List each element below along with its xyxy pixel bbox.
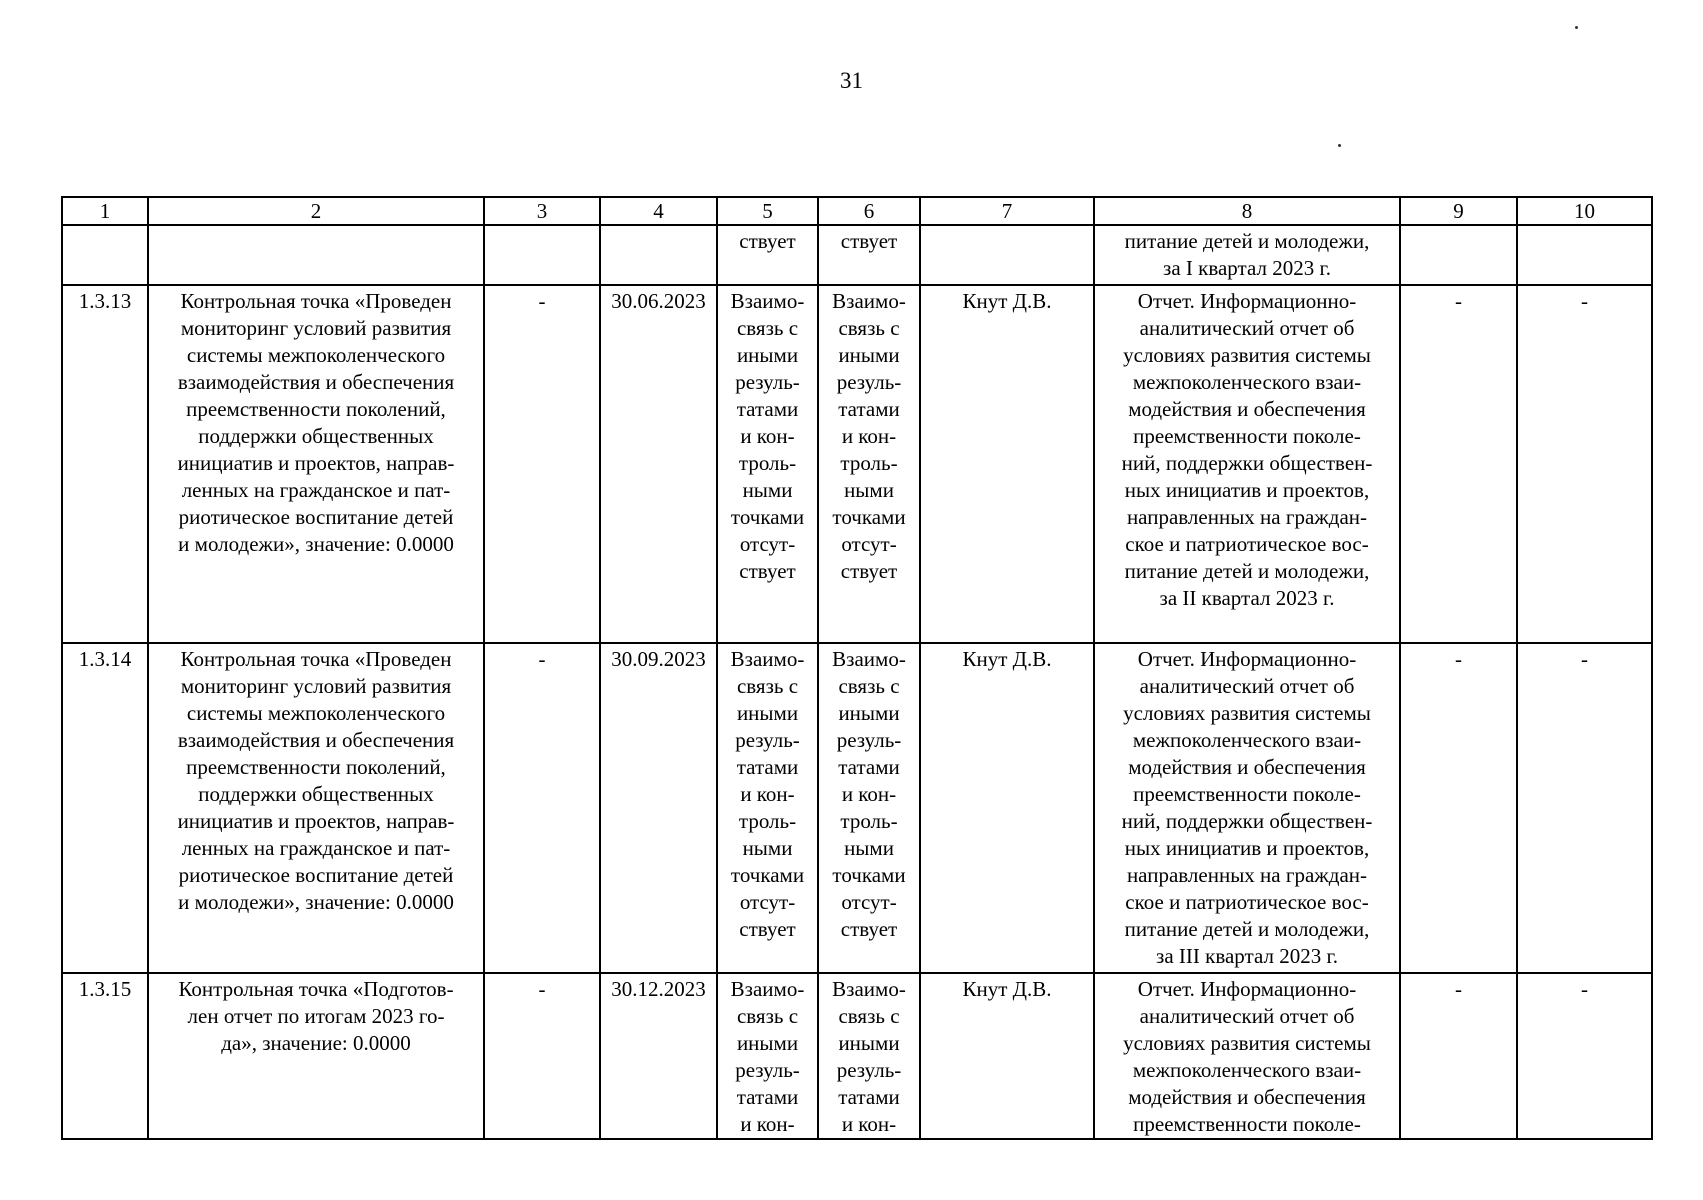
column-header: 9: [1400, 197, 1517, 225]
text-line: троль-: [738, 451, 797, 475]
text-line: да», значение: 0.0000: [221, 1031, 411, 1055]
plan-table: [61, 196, 1653, 1140]
text-line: риотическое воспитание детей: [178, 505, 454, 529]
text-line: отсут-: [739, 890, 796, 914]
deadline-date: 30.09.2023: [600, 643, 717, 973]
text-line: ствует: [840, 229, 898, 253]
text-line: точками: [832, 863, 906, 887]
relation-with-points: [818, 643, 920, 973]
column-header: 6: [818, 197, 920, 225]
cell-relation-results: [717, 225, 818, 285]
text-line: и молодежи», значение: 0.0000: [178, 890, 454, 914]
text-line: и кон-: [841, 424, 897, 448]
deadline-date: 30.12.2023: [600, 973, 717, 1139]
text-line: резуль-: [735, 1058, 800, 1082]
cell-date: [600, 225, 717, 285]
text-line: ствует: [739, 229, 796, 253]
text-line: резуль-: [836, 728, 902, 752]
text-line: мониторинг условий развития: [180, 316, 452, 340]
control-point-description: [148, 285, 484, 643]
text-line: аналитический отчет об: [1139, 1004, 1355, 1028]
page-number: 31: [840, 68, 863, 93]
cell-col3: -: [484, 973, 600, 1139]
text-line: ствует: [840, 917, 898, 941]
continuation-row: [62, 225, 1652, 285]
cell-name: [148, 225, 484, 285]
cell-col10: [1517, 225, 1652, 285]
text-line: ское и патриотическое вос-: [1125, 532, 1369, 556]
text-line: Контрольная точка «Проведен: [180, 289, 452, 313]
text-line: инициатив и проектов, направ-: [177, 451, 455, 475]
text-line: условиях развития системы: [1123, 343, 1371, 367]
responsible-person: Кнут Д.В.: [920, 643, 1094, 973]
text-line: связь с: [736, 1004, 799, 1028]
text-line: преемственности поколе-: [1133, 1112, 1361, 1136]
text-line: ствует: [739, 917, 796, 941]
text-line: троль-: [738, 809, 797, 833]
relation-with-results: [717, 973, 818, 1139]
column-header: 4: [600, 197, 717, 225]
responsible-person: Кнут Д.В.: [920, 973, 1094, 1139]
text-line: аналитический отчет об: [1139, 316, 1355, 340]
text-line: татами: [838, 1085, 900, 1109]
text-line: инициатив и проектов, направ-: [177, 809, 455, 833]
text-line: и кон-: [740, 1112, 795, 1136]
text-line: связь с: [838, 316, 900, 340]
text-line: за II квартал 2023 г.: [1159, 586, 1335, 610]
text-line: связь с: [838, 674, 900, 698]
column-header: 1: [62, 197, 148, 225]
text-line: Взаимо-: [730, 977, 805, 1001]
control-point-description: [148, 643, 484, 973]
text-line: питание детей и молодежи,: [1124, 559, 1370, 583]
column-header: 7: [920, 197, 1094, 225]
text-line: иными: [838, 1031, 900, 1055]
text-line: и кон-: [841, 1112, 897, 1136]
text-line: и кон-: [740, 782, 795, 806]
text-line: иными: [838, 701, 900, 725]
text-line: модействия и обеспечения: [1128, 1085, 1366, 1109]
text-line: Отчет. Информационно-: [1137, 647, 1357, 671]
cell-number: [62, 225, 148, 285]
text-line: поддержки общественных: [198, 424, 434, 448]
column-header: 10: [1517, 197, 1652, 225]
text-line: взаимодействия и обеспечения: [177, 728, 455, 752]
text-line: иными: [736, 1031, 799, 1055]
text-line: ными: [844, 836, 894, 860]
control-point-description: [148, 973, 484, 1139]
row-number: 1.3.13: [62, 285, 148, 643]
text-line: ленных на гражданское и пат-: [181, 478, 451, 502]
column-number-row: [62, 197, 1652, 225]
text-line: ствует: [739, 559, 796, 583]
text-line: преемственности поколе-: [1133, 782, 1361, 806]
table-row: [62, 973, 1652, 1139]
text-line: троль-: [840, 451, 898, 475]
text-line: Отчет. Информационно-: [1137, 977, 1357, 1001]
text-line: поддержки общественных: [198, 782, 434, 806]
scan-speck: [1338, 144, 1341, 147]
text-line: модействия и обеспечения: [1128, 755, 1366, 779]
cell-col10: -: [1517, 643, 1652, 973]
text-line: точками: [730, 863, 805, 887]
cell-col9: -: [1400, 285, 1517, 643]
text-line: и кон-: [841, 782, 897, 806]
deadline-date: 30.06.2023: [600, 285, 717, 643]
text-line: системы межпоколенческого: [186, 343, 446, 367]
text-line: ных инициатив и проектов,: [1124, 478, 1370, 502]
text-line: за III квартал 2023 г.: [1156, 944, 1338, 968]
text-line: точками: [832, 505, 906, 529]
cell-col3: -: [484, 643, 600, 973]
text-line: и кон-: [740, 424, 795, 448]
text-line: межпоколенческого взаи-: [1132, 370, 1362, 394]
text-line: ний, поддержки обществен-: [1121, 451, 1373, 475]
cell-col9: -: [1400, 973, 1517, 1139]
result-description: [1094, 643, 1400, 973]
scan-speck: [1575, 26, 1578, 29]
cell-responsible: [920, 225, 1094, 285]
text-line: резуль-: [735, 728, 800, 752]
text-line: связь с: [838, 1004, 900, 1028]
cell-result: [1094, 225, 1400, 285]
table-row: [62, 285, 1652, 643]
text-line: иными: [838, 343, 900, 367]
cell-col9: [1400, 225, 1517, 285]
responsible-person: Кнут Д.В.: [920, 285, 1094, 643]
text-line: ленных на гражданское и пат-: [181, 836, 451, 860]
text-line: связь с: [736, 674, 799, 698]
text-line: модействия и обеспечения: [1128, 397, 1366, 421]
text-line: направленных на граждан-: [1126, 505, 1368, 529]
text-line: татами: [838, 755, 900, 779]
text-line: резуль-: [836, 370, 902, 394]
text-line: Отчет. Информационно-: [1137, 289, 1357, 313]
column-header: 3: [484, 197, 600, 225]
row-number: 1.3.14: [62, 643, 148, 973]
text-line: резуль-: [735, 370, 800, 394]
text-line: лен отчет по итогам 2023 го-: [187, 1004, 445, 1028]
text-line: троль-: [840, 809, 898, 833]
column-header: 5: [717, 197, 818, 225]
text-line: направленных на граждан-: [1126, 863, 1368, 887]
text-line: межпоколенческого взаи-: [1132, 1058, 1362, 1082]
cell-col9: -: [1400, 643, 1517, 973]
text-line: за I квартал 2023 г.: [1163, 256, 1331, 280]
text-line: Взаимо-: [832, 977, 906, 1001]
column-header: 8: [1094, 197, 1400, 225]
text-line: Контрольная точка «Проведен: [180, 647, 452, 671]
result-description: [1094, 285, 1400, 643]
cell-relation-points: [818, 225, 920, 285]
relation-with-results: [717, 285, 818, 643]
relation-with-points: [818, 973, 920, 1139]
text-line: отсут-: [739, 532, 796, 556]
text-line: иными: [736, 701, 799, 725]
cell-col3: [484, 225, 600, 285]
row-number: 1.3.15: [62, 973, 148, 1139]
relation-with-points: [818, 285, 920, 643]
text-line: ское и патриотическое вос-: [1125, 890, 1369, 914]
text-line: Взаимо-: [832, 647, 906, 671]
text-line: Взаимо-: [730, 647, 805, 671]
text-line: татами: [838, 397, 900, 421]
text-line: Взаимо-: [730, 289, 805, 313]
text-line: татами: [736, 755, 799, 779]
text-line: отсут-: [841, 532, 897, 556]
text-line: Взаимо-: [832, 289, 906, 313]
text-line: ными: [742, 836, 793, 860]
text-line: ными: [742, 478, 793, 502]
cell-col10: -: [1517, 973, 1652, 1139]
text-line: преемственности поколений,: [186, 397, 446, 421]
text-line: связь с: [736, 316, 799, 340]
text-line: условиях развития системы: [1123, 701, 1371, 725]
text-line: условиях развития системы: [1123, 1031, 1371, 1055]
result-description: [1094, 973, 1400, 1139]
text-line: питание детей и молодежи,: [1124, 917, 1370, 941]
text-line: точками: [730, 505, 805, 529]
text-line: аналитический отчет об: [1139, 674, 1355, 698]
text-line: ными: [844, 478, 894, 502]
text-line: Контрольная точка «Подготов-: [178, 977, 454, 1001]
table-row: [62, 643, 1652, 973]
cell-col3: -: [484, 285, 600, 643]
text-line: системы межпоколенческого: [186, 701, 446, 725]
text-line: ствует: [840, 559, 898, 583]
text-line: и молодежи», значение: 0.0000: [178, 532, 454, 556]
text-line: питание детей и молодежи,: [1124, 229, 1370, 253]
text-line: межпоколенческого взаи-: [1132, 728, 1362, 752]
text-line: взаимодействия и обеспечения: [177, 370, 455, 394]
cell-col10: -: [1517, 285, 1652, 643]
text-line: преемственности поколений,: [186, 755, 446, 779]
text-line: татами: [736, 397, 799, 421]
relation-with-results: [717, 643, 818, 973]
text-line: преемственности поколе-: [1133, 424, 1361, 448]
text-line: резуль-: [836, 1058, 902, 1082]
text-line: риотическое воспитание детей: [178, 863, 454, 887]
column-header: 2: [148, 197, 484, 225]
text-line: ний, поддержки обществен-: [1121, 809, 1373, 833]
text-line: татами: [736, 1085, 799, 1109]
text-line: иными: [736, 343, 799, 367]
text-line: ных инициатив и проектов,: [1124, 836, 1370, 860]
text-line: мониторинг условий развития: [180, 674, 452, 698]
text-line: отсут-: [841, 890, 897, 914]
